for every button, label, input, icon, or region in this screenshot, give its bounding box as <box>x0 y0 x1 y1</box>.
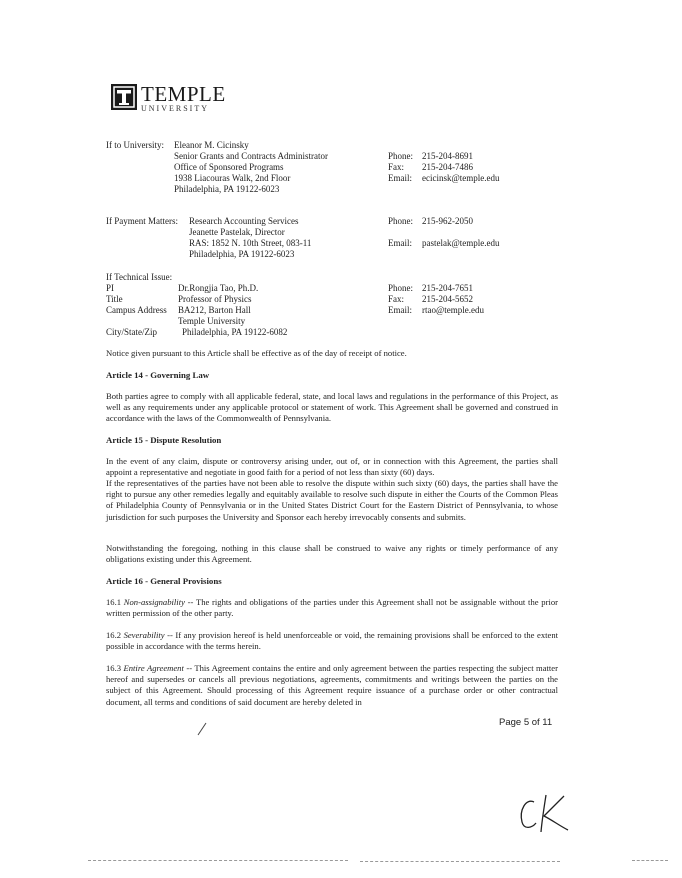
scan-divider <box>360 861 560 862</box>
technical-row-value: Philadelphia, PA 19122-6082 <box>182 327 288 337</box>
payment-contact-line: RAS: 1852 N. 10th Street, 083-11 <box>189 238 312 248</box>
article-15-heading: Article 15 - Dispute Resolution <box>106 435 222 445</box>
university-fax: 215-204-7486 <box>422 162 473 172</box>
payment-contact-line: Philadelphia, PA 19122-6023 <box>189 249 295 259</box>
technical-row-label: PI <box>106 283 115 293</box>
article-15-body: If the representatives of the parties have not been able to resolve the dispute within such sixty (60) days, the parties shall have the right to pursue any other remedies legally and equitably available to resolve such dispute in either the Courts of the Common Pleas of Philadelphia County of Pennsylvania or in the United States District Court for the Eastern District of Pennsylvania, to whose jurisdiction for such purposes the University and Sponsor each hereby irrevocably consents and submits. <box>106 478 558 522</box>
university-contact-line: Office of Sponsored Programs <box>174 162 284 172</box>
technical-email: rtao@temple.edu <box>422 305 485 315</box>
university-email-label: Email: <box>388 173 412 183</box>
logo-subtitle: UNIVERSITY <box>141 104 209 113</box>
university-email: ecicinsk@temple.edu <box>422 173 500 183</box>
technical-email-label: Email: <box>388 305 412 315</box>
university-contact-line: Eleanor M. Cicinsky <box>174 140 249 150</box>
notice-paragraph: Notice given pursuant to this Article shall be effective as of the day of receipt of notice. <box>106 348 407 358</box>
technical-row-label: Campus Address <box>106 305 167 315</box>
temple-t-logo-icon <box>111 84 137 110</box>
university-contact-label: If to University: <box>106 140 164 150</box>
scan-divider <box>88 860 348 861</box>
pen-mark-icon <box>196 722 208 736</box>
provision-number: 16.2 <box>106 630 122 640</box>
university-fax-label: Fax: <box>388 162 405 172</box>
provision-number: 16.1 <box>106 597 122 607</box>
scan-divider <box>632 860 668 861</box>
provision-text: -- This Agreement contains the entire and only agreement between the parties respecting the subject matter hereof and supersedes or cancels all previous negotiations, agreements, commitments and writings between the parties on the subject of this Agreement. Should processing of this Agreement require issuance of a purchase order or other contractual document, all terms and conditions of said document are hereby deleted in <box>106 663 558 707</box>
payment-contact-line: Jeanette Pastelak, Director <box>189 227 285 237</box>
article-16-heading: Article 16 - General Provisions <box>106 576 222 586</box>
provision-16-1 <box>106 597 558 619</box>
payment-email: pastelak@temple.edu <box>422 238 500 248</box>
payment-phone: 215-962-2050 <box>422 216 473 226</box>
article-14-heading: Article 14 - Governing Law <box>106 370 210 380</box>
technical-contact-label: If Technical Issue: <box>106 272 173 282</box>
provision-title: Entire Agreement <box>123 663 184 673</box>
technical-row-value: BA212, Barton Hall <box>178 305 251 315</box>
provision-title: Non-assignability <box>123 597 185 607</box>
provision-number: 16.3 <box>106 663 122 673</box>
technical-phone: 215-204-7651 <box>422 283 473 293</box>
article-15-body: Notwithstanding the foregoing, nothing in this clause shall be construed to waive any rights or timely performance of any obligations existing under this Agreement. <box>106 543 558 565</box>
technical-fax: 215-204-5652 <box>422 294 473 304</box>
technical-row-value: Professor of Physics <box>178 294 252 304</box>
page-number: Page 5 of 11 <box>499 717 553 728</box>
handwritten-initials-signature <box>516 790 576 835</box>
payment-email-label: Email: <box>388 238 412 248</box>
provision-text: -- If any provision hereof is held unenforceable or void, the remaining provisions shall be enforced to the extent possible in accordance with the terms herein. <box>106 630 559 652</box>
provision-title: Severability <box>123 630 165 640</box>
payment-contact-line: Research Accounting Services <box>189 216 299 226</box>
article-14-body: Both parties agree to comply with all applicable federal, state, and local laws and regulations in the performance of this Project, as well as any requirements under any applicable protocol or statement of work. This Agreement shall be governed and construed in accordance with the laws of the Commonwealth of Pennsylvania. <box>106 391 558 424</box>
technical-phone-label: Phone: <box>388 283 414 293</box>
provision-16-2 <box>106 630 558 652</box>
university-phone: 215-204-8691 <box>422 151 473 161</box>
technical-row-label: Title <box>106 294 123 304</box>
university-contact-line: 1938 Liacouras Walk, 2nd Floor <box>174 173 291 183</box>
provision-16-3 <box>106 663 558 708</box>
technical-row-label: City/State/Zip <box>106 327 157 337</box>
technical-row-value: Temple University <box>178 316 246 326</box>
provision-text: -- The rights and obligations of the parties under this Agreement shall not be assignable without the prior written permission of the other party. <box>106 597 558 619</box>
payment-phone-label: Phone: <box>388 216 414 226</box>
technical-fax-label: Fax: <box>388 294 405 304</box>
university-contact-line: Philadelphia, PA 19122-6023 <box>174 184 280 194</box>
university-contact-line: Senior Grants and Contracts Administrator <box>174 151 328 161</box>
university-phone-label: Phone: <box>388 151 414 161</box>
logo-wordmark: TEMPLE <box>141 82 226 106</box>
payment-contact-label: If Payment Matters: <box>106 216 178 226</box>
technical-row-value: Dr.Rongjia Tao, Ph.D. <box>178 283 259 293</box>
article-15-body: In the event of any claim, dispute or controversy arising under, out of, or in connection with this Agreement, the parties shall appoint a representative and negotiate in good faith for a period of not less than sixty (60) days. <box>106 456 558 478</box>
